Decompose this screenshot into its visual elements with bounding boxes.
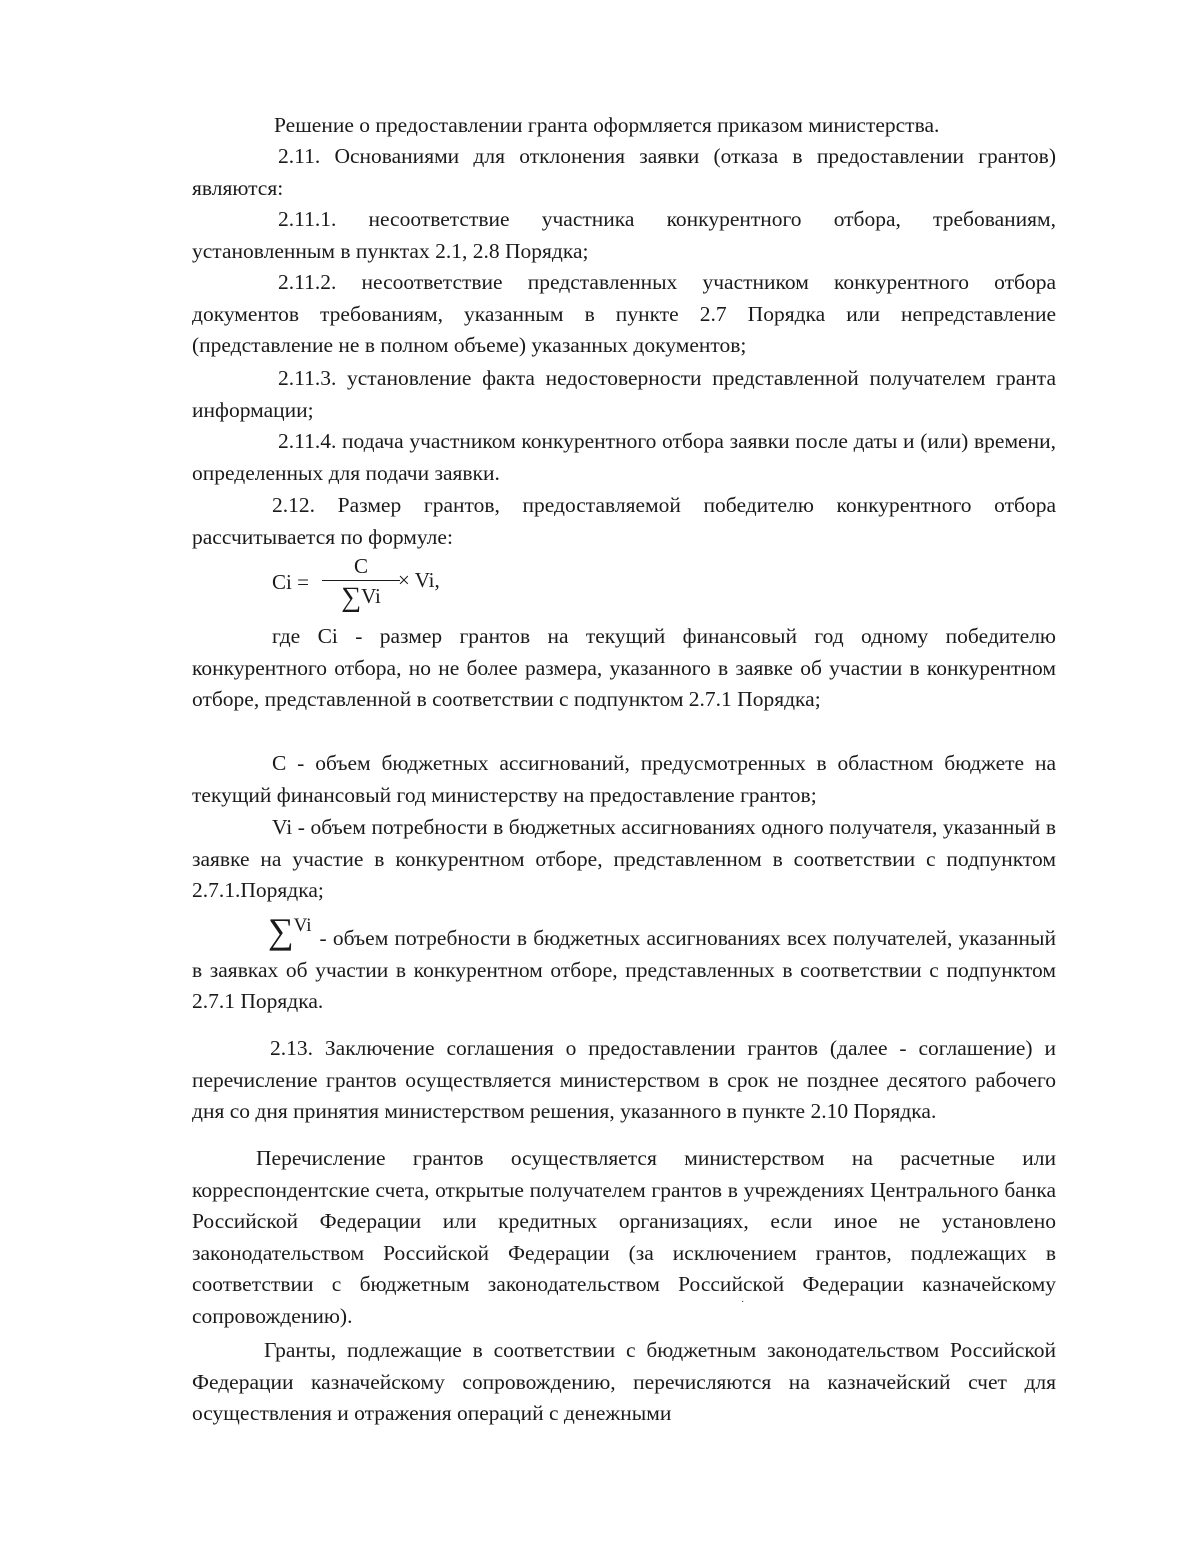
paragraph-2-11-3: 2.11.3. установление факта недостоверности представленной получателем гранта информации;: [192, 366, 1056, 422]
formula-rhs: × Vi,: [398, 568, 440, 592]
paragraph-transfer: Перечисление грантов осуществляется министерством на расчетные или корреспондентские счета, открытые получателем грантов в учреждениях Центрального банка Российской Федерации или кредитных организациях, если иное не установлено законодательством Российской Федерации (за исключением грантов, подлежащих в соответствии с бюджетным законодательством Российской Федерации казначейскому сопровождению).: [192, 1146, 1056, 1328]
paragraph-where-ci: где Ci - размер грантов на текущий финансовый год одному победителю конкурентного отбора, но не более размера, указанного в заявке об участии в конкурентном отборе, представленной в соответствии с подпунктом 2.7.1 Порядка;: [192, 624, 1056, 712]
formula-denominator: [322, 582, 400, 613]
formula-fraction: [322, 554, 400, 613]
formula-numerator: C: [353, 554, 368, 578]
fraction-bar: [322, 580, 400, 581]
paragraph-2-11: 2.11. Основаниями для отклонения заявки (отказа в предоставлении грантов) являются:: [192, 144, 1056, 200]
sum-vi-label: Vi: [293, 915, 312, 936]
paragraph-sum-vi-definition: [192, 910, 1056, 1018]
sigma-symbol: ∑: [341, 582, 362, 613]
grant-formula: [272, 554, 472, 614]
sigma-symbol: ∑: [268, 911, 294, 951]
paragraph-2-11-1: 2.11.1. несоответствие участника конкурентного отбора, требованиям, установленным в пунктах 2.1, 2.8 Порядка;: [192, 207, 1056, 263]
paragraph-grants-treasury: Гранты, подлежащие в соответствии с бюджетным законодательством Российской Федерации казначейскому сопровождению, перечисляются на казначейский счет для осуществления и отражения операций с денежными: [192, 1338, 1056, 1426]
scan-speck: ·: [741, 1297, 745, 1308]
paragraph-2-12: 2.12. Размер грантов, предоставляемой победителю конкурентного отбора рассчитывается по формуле:: [192, 493, 1056, 549]
paragraph-2-13: 2.13. Заключение соглашения о предоставлении грантов (далее - соглашение) и перечисление грантов осуществляется министерством в срок не позднее десятого рабочего дня со дня принятия министерством решения, указанного в пункте 2.10 Порядка.: [192, 1036, 1056, 1124]
paragraph-decision: Решение о предоставлении гранта оформляется приказом министерства.: [274, 113, 940, 137]
paragraph-2-11-2: 2.11.2. несоответствие представленных участником конкурентного отбора документов требованиям, указанным в пункте 2.7 Порядка или непредставление (представление не в полном объеме) указанных документов;: [192, 270, 1056, 358]
paragraph-c-definition: С - объем бюджетных ассигнований, предусмотренных в областном бюджете на текущий финансовый год министерству на предоставление грантов;: [192, 751, 1056, 807]
sum-vi-text: - объем потребности в бюджетных ассигнованиях всех получателей, указанный в заявках об участии в конкурентном отборе, представленных в соответствии с подпунктом 2.7.1 Порядка.: [192, 926, 1056, 1014]
paragraph-vi-definition: Vi - объем потребности в бюджетных ассигнованиях одного получателя, указанный в заявке на участие в конкурентном отборе, представленном в соответствии с подпунктом 2.7.1.Порядка;: [192, 815, 1056, 903]
formula-lhs: Ci =: [272, 570, 309, 594]
paragraph-2-11-4: 2.11.4. подача участником конкурентного отбора заявки после даты и (или) времени, определенных для подачи заявки.: [192, 429, 1056, 485]
formula-denominator-var: Vi: [361, 584, 381, 608]
